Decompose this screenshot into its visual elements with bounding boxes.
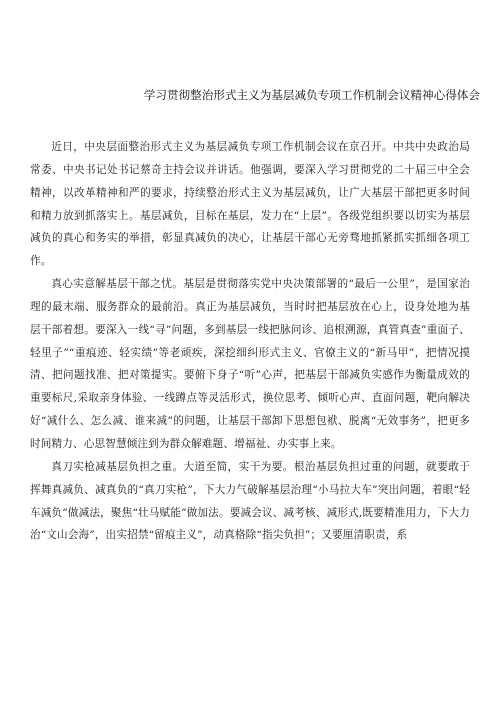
document-body [30, 136, 470, 547]
paragraph: 真刀实枪减基层负担之重。大道至简，实干为要。根治基层负担过重的问题，就要敢于挥舞真减负、减真负的“真刀实枪”，下大力气破解基层治理“小马拉大车”突出问题，着眼“轻车减负”做减法，聚焦“壮马赋能”做加法。要减会议、减考核、减形式,既要精准用力，下大力治“文山会海”，出实招禁“留痕主义”，动真格除“指尖负担”；又要厘清职责，系 [30, 460, 470, 542]
document-title: 学习贯彻整治形式主义为基层减负专项工作机制会议精神心得体会 [143, 88, 480, 102]
paragraph: 近日，中央层面整治形式主义为基层减负专项工作机制会议在京召开。中共中央政治局常委、中央书记处书记蔡奇主持会议并讲话。他强调，要深入学习贯彻党的二十届三中全会精神，以改革精神和严的要求，持续整治形式主义为基层减负，让广大基层干部把更多时间和精力放到抓落实上。基层减负，目标在基层，发力在“上层”。各级党组织要以切实为基层减负的真心和务实的举措，彰显真减负的决心，让基层干部心无旁骛地抓紧抓实抓细各项工作。 [30, 141, 470, 268]
paragraph: 真心实意解基层干部之忧。基层是贯彻落实党中央决策部署的“最后一公里”，是国家治理的最末端、服务群众的最前沿。真正为基层减负，当时时把基层放在心上，设身处地为基层干部着想。要深入一线“寻”问题，多到基层一线把脉问诊、追根溯源，真管真查”重面子、轻里子”“重痕迹、轻实绩”等老顽疾，深挖细纠形式主义、官僚主义的“新马甲”，把情况摸清、把问题找准、把对策提实。要俯下身子“听”心声，把基层干部减负实感作为衡量成效的重要标尺,采取亲身体验、一线蹲点等灵活形式，换位思考、倾听心声、直面问题，靶向解决好“减什么、怎么减、谁来减”的问题，让基层干部卸下思想包袱、脱离“无效事务”，把更多时间精力、心思智慧倾注到为群众解难题、增福祉、办实事上来。 [30, 278, 470, 450]
